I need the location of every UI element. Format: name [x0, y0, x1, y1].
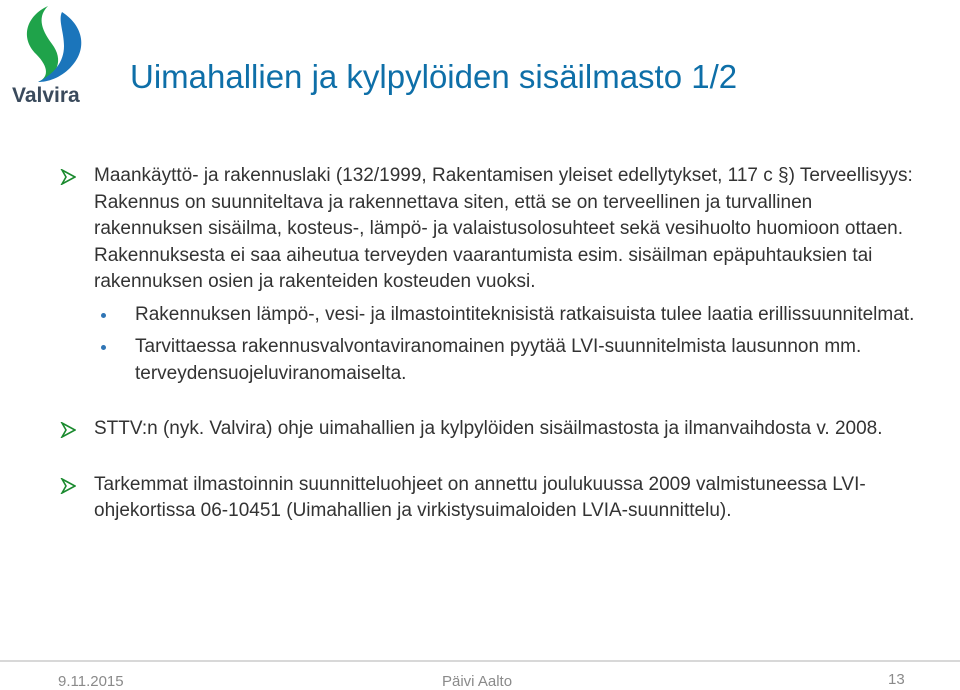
bullet-text: STTV:n (nyk. Valvira) ohje uimahallien ja kylpylöiden sisäilmastosta ja ilmanvaihdosta v. 2008. [94, 418, 883, 439]
logo-text: Valvira [12, 84, 80, 107]
bullet-text: Tarkemmat ilmastoinnin suunnitteluohjeet on annettu joulukuussa 2009 valmistuneessa LVI-ohjekortissa 06-10451 (Uimahallien ja virkistysuimaloiden LVIA-suunnittelu). [94, 473, 866, 521]
sub-bullet-text: Rakennuksen lämpö-, vesi- ja ilmastointiteknisistä ratkaisuista tulee laatia erillissuunnitelmat. [135, 303, 915, 325]
bullet-item [60, 472, 920, 525]
sub-bullet-text: Tarvittaessa rakennusvalvontaviranomainen pyytää LVI-suunnitelmista lausunnon mm. terveydensuojeluviranomaiselta. [135, 336, 862, 384]
footer-author: Päivi Aalto [442, 673, 513, 690]
bullet-item [60, 416, 920, 443]
bullet-item [60, 163, 920, 296]
valvira-logo [8, 4, 92, 108]
dot-bullet-icon [101, 313, 106, 318]
bullet-text: Maankäyttö- ja rakennuslaki (132/1999, Rakentamisen yleiset edellytykset, 117 c §) Terveellisyys: Rakennus on suunniteltava ja rakennettava siten, että se on terveellinen ja turvallinen rakennuksen sisäilma, kosteus-, lämpö- ja valaistusolosuhteet sekä vesihuolto huomioon ottaen. Rakennuksesta ei saa aiheutua terveyden vaarantumista esim. sisäilman epäpuhtauksien tai rakennuksen osien ja rakenteiden kosteuden vuoksi. [94, 165, 913, 292]
arrowhead-bullet-icon [60, 422, 76, 438]
footer-divider [0, 660, 960, 662]
arrowhead-bullet-icon [60, 478, 76, 494]
dot-bullet-icon [101, 345, 106, 350]
page-number: 13 [888, 671, 905, 688]
sub-bullet-item [60, 302, 920, 329]
content-area [60, 163, 920, 525]
footer-date: 9.11.2015 [58, 673, 124, 690]
sub-bullet-item [60, 334, 920, 387]
valvira-logo-icon [8, 4, 92, 84]
page-title: Uimahallien ja kylpylöiden sisäilmasto 1/2 [130, 58, 738, 95]
arrowhead-bullet-icon [60, 169, 76, 185]
